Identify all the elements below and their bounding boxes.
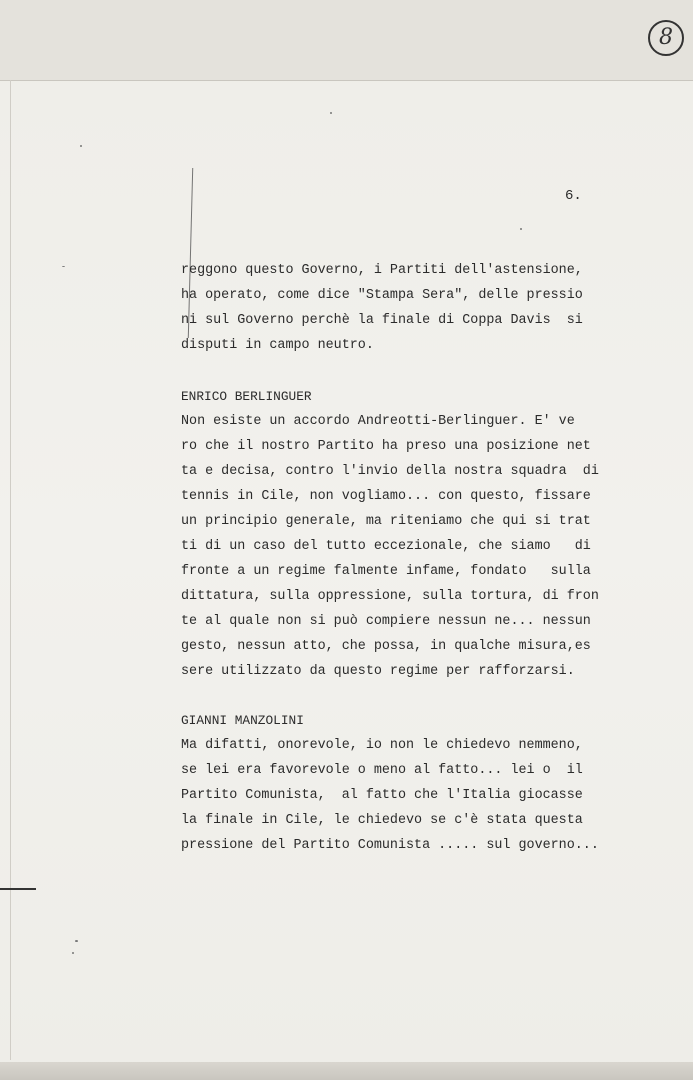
speck	[330, 112, 332, 114]
text-block-manzolini	[181, 708, 651, 858]
text-line: tennis in Cile, non vogliamo... con questo, fissare	[181, 489, 591, 504]
text-line: ti di un caso del tutto eccezionale, che siamo di	[181, 539, 591, 554]
text-line: gesto, nessun atto, che possa, in qualche misura,es	[181, 639, 591, 654]
speck	[80, 145, 82, 147]
text-line: un principio generale, ma riteniamo che qui si trat	[181, 514, 591, 529]
scan-bottom-band	[0, 1062, 693, 1080]
page-left-edge	[10, 80, 11, 1060]
speck	[520, 228, 522, 230]
speck	[72, 952, 74, 954]
circled-page-number: 8	[648, 20, 684, 56]
text-line: Partito Comunista, al fatto che l'Italia giocasse	[181, 788, 583, 803]
text-line: te al quale non si può compiere nessun ne... nessun	[181, 614, 591, 629]
text-line: reggono questo Governo, i Partiti dell'astensione,	[181, 263, 583, 278]
text-line: disputi in campo neutro.	[181, 338, 374, 353]
speaker-name: GIANNI MANZOLINI	[181, 713, 304, 728]
text-line: ta e decisa, contro l'invio della nostra squadra di	[181, 464, 599, 479]
speck	[62, 266, 65, 267]
text-line: Non esiste un accordo Andreotti-Berlinguer. E' ve	[181, 414, 575, 429]
text-block-intro	[181, 258, 651, 358]
speaker-name: ENRICO BERLINGUER	[181, 389, 312, 404]
text-line: ha operato, come dice "Stampa Sera", delle pressio	[181, 288, 583, 303]
text-line: Ma difatti, onorevole, io non le chiedevo nemmeno,	[181, 738, 583, 753]
scan-top-band	[0, 0, 693, 81]
text-line: ni sul Governo perchè la finale di Coppa Davis si	[181, 313, 583, 328]
text-line: pressione del Partito Comunista ..... sul governo...	[181, 838, 599, 853]
text-line: ro che il nostro Partito ha preso una posizione net	[181, 439, 591, 454]
margin-mark	[0, 888, 36, 890]
page-number: 6.	[565, 188, 582, 204]
text-line: la finale in Cile, le chiedevo se c'è stata questa	[181, 813, 583, 828]
text-line: sere utilizzato da questo regime per rafforzarsi.	[181, 664, 575, 679]
text-line: se lei era favorevole o meno al fatto... lei o il	[181, 763, 583, 778]
text-line: dittatura, sulla oppressione, sulla tortura, di fron	[181, 589, 599, 604]
speck	[75, 940, 78, 942]
text-block-berlinguer	[181, 384, 651, 684]
text-line: fronte a un regime falmente infame, fondato sulla	[181, 564, 591, 579]
